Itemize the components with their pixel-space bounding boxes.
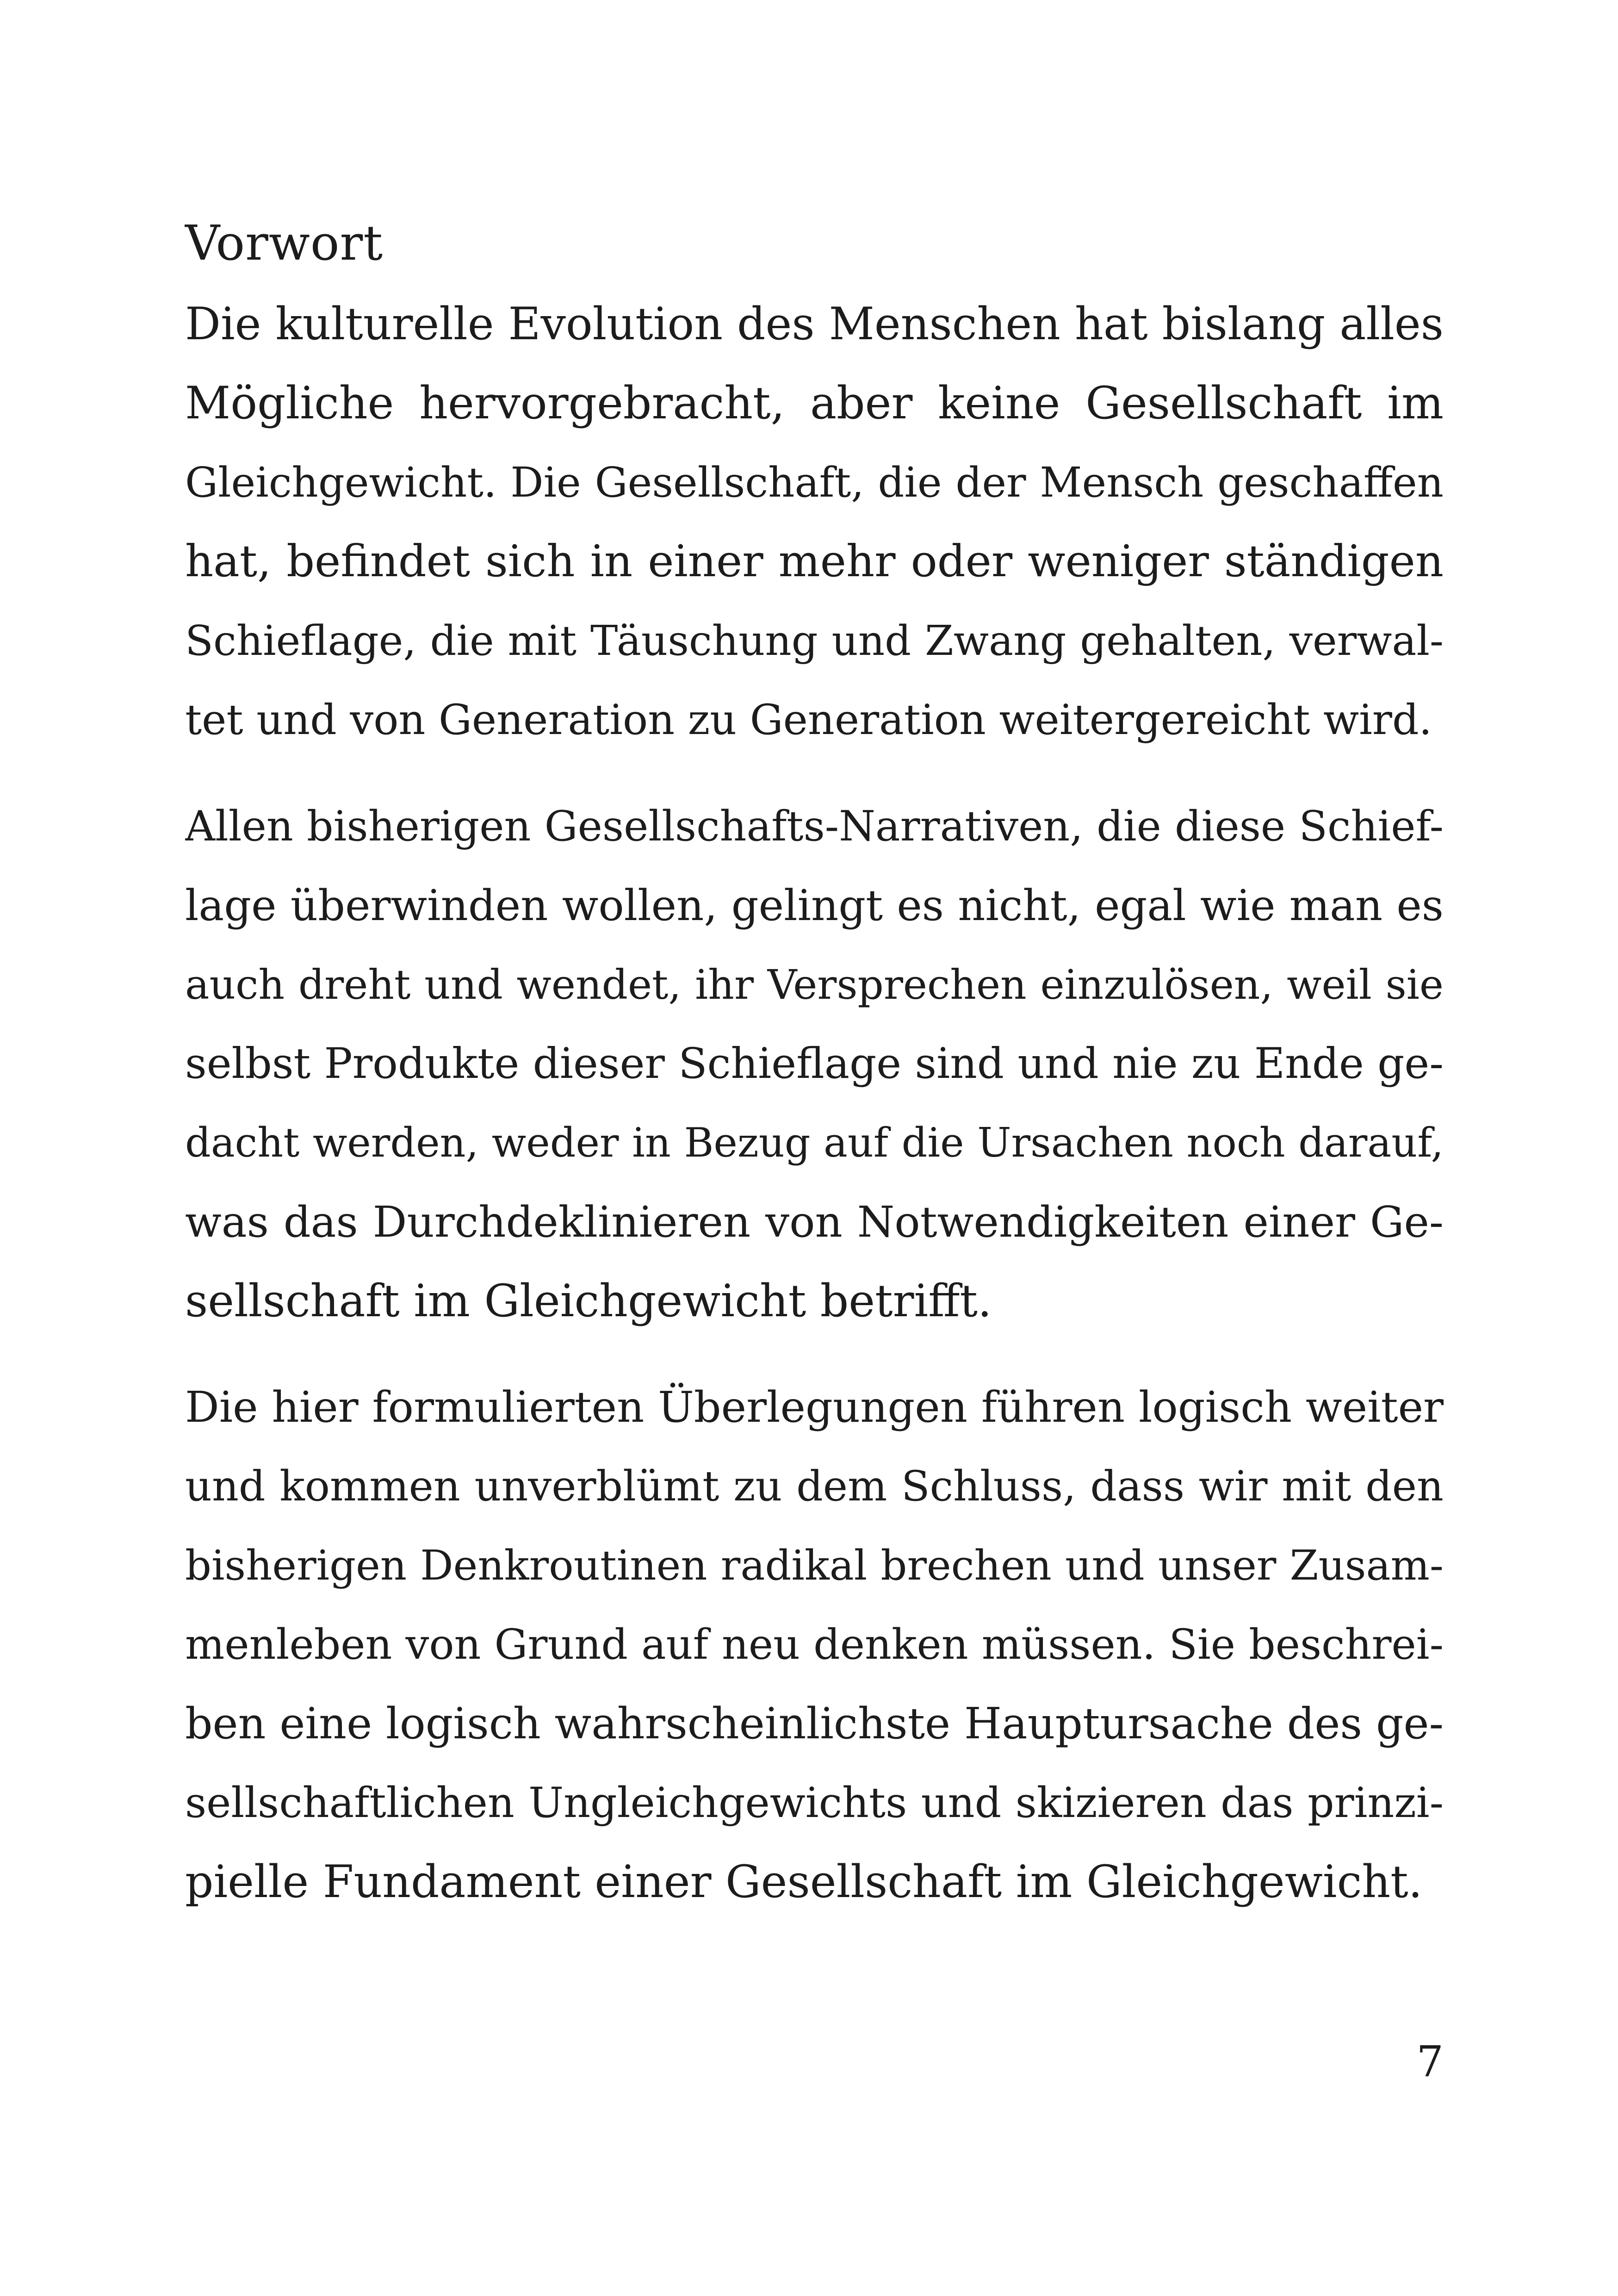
text-line: menleben von Grund auf neu denken müssen. Sie beschrei- — [185, 1620, 1444, 1669]
text-line: sellschaftlichen Ungleichgewichts und skizieren das prinzi- — [185, 1779, 1444, 1827]
text-line: hat, befindet sich in einer mehr oder weniger ständigen — [185, 536, 1444, 587]
text-line: tet und von Generation zu Generation weitergereicht wird. — [185, 696, 1432, 744]
text-line: sellschaft im Gleichgewicht betrifft. — [185, 1275, 992, 1327]
text-line: ben eine logisch wahrscheinlichste Hauptursache des ge- — [185, 1699, 1444, 1748]
paragraph-1 — [185, 285, 1444, 759]
text-line: Gleichgewicht. Die Gesellschaft, die der Mensch geschaffen — [185, 458, 1444, 506]
text-line: selbst Produkte dieser Schieflage sind und nie zu Ende ge- — [185, 1039, 1444, 1088]
text-line: und kommen unverblümt zu dem Schluss, dass wir mit den — [185, 1462, 1444, 1511]
page-number: 7 — [1416, 2037, 1444, 2086]
text-line: Allen bisherigen Gesellschafts-Narrativen, die diese Schief- — [185, 802, 1444, 851]
text-line: dacht werden, weder in Bezug auf die Ursachen noch darauf, — [185, 1119, 1444, 1166]
paragraph-3 — [185, 1368, 1444, 1922]
text-line: bisherigen Denkroutinen radikal brechen und unser Zusam- — [185, 1541, 1444, 1589]
text-line: lage überwinden wollen, gelingt es nicht, egal wie man es — [185, 881, 1444, 930]
text-line: was das Durchdeklinieren von Notwendigkeiten einer Ge- — [185, 1197, 1444, 1247]
paragraph-2 — [185, 787, 1444, 1341]
chapter-heading: Vorwort — [185, 215, 384, 271]
text-line: Die hier formulierten Überlegungen führen logisch weiter — [185, 1382, 1444, 1432]
text-line: Schieflage, die mit Täuschung und Zwang gehalten, verwal- — [185, 616, 1444, 665]
text-line: Die kulturelle Evolution des Menschen hat bislang alles — [185, 298, 1444, 350]
text-line: pielle Fundament einer Gesellschaft im Gleichgewicht. — [185, 1856, 1423, 1908]
text-line: auch dreht und wendet, ihr Versprechen einzulösen, weil sie — [185, 961, 1444, 1008]
text-line: Mögliche hervorgebracht, aber keine Gesellschaft im — [185, 377, 1444, 429]
